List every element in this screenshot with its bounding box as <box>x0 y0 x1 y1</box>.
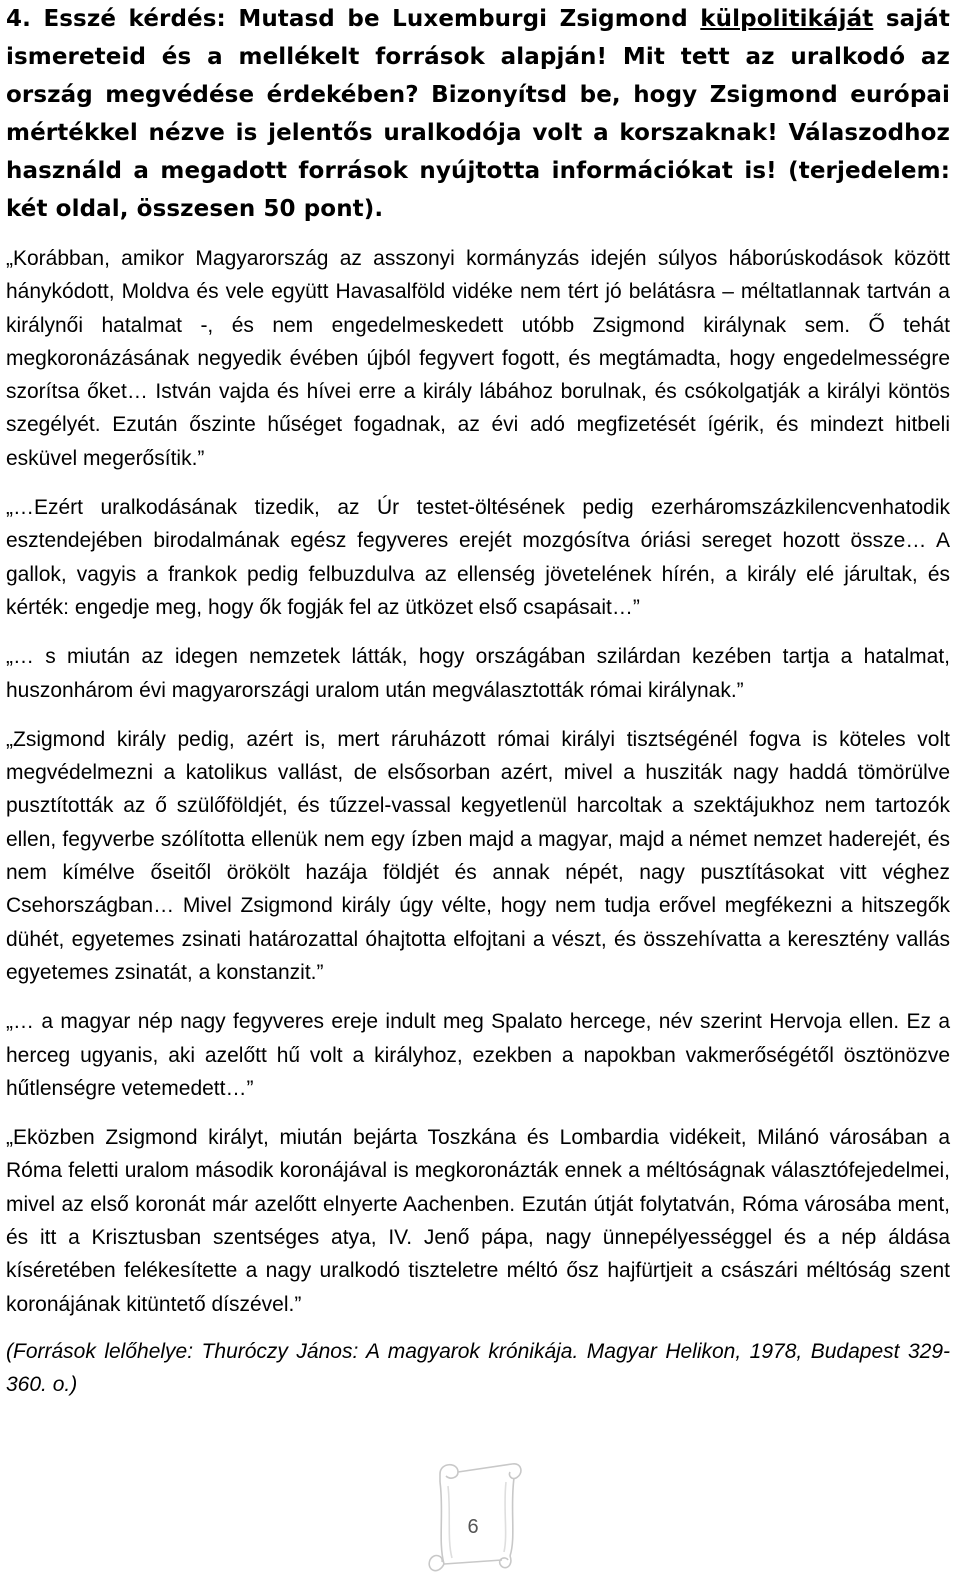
question-text-start: 4. Esszé kérdés: Mutasd be Luxemburgi Zsigmond <box>6 6 701 32</box>
essay-question <box>6 0 950 228</box>
source-quote-1: „Korábban, amikor Magyarország az asszonyi kormányzás idején súlyos háborúskodások között hánykódott, Moldva és vele együtt Havasalföld vidéke nem tért jó belátásra – méltatlannak tartván a királynői hatalmat -, és nem engedelmeskedett utóbb Zsigmond királynak sem. Ő tehát megkoronázásának negyedik évében újból fegyvert fogott, és megtámadta, hogy engedelmességre szorítsa őket… István vajda és hívei erre a király lábához borulnak, és csókolgatják a királyi köntös szegélyét. Ezután őszinte hűséget fogadnak, az évi adó megfizetését ígérik, és mindezt hitbeli esküvel megerősítik.” <box>6 247 950 470</box>
source-quote-3: „… s miután az idegen nemzetek látták, hogy országában szilárdan kezében tartja a hatalmat, huszonhárom évi magyarországi uralom után megválasztották római királynak.” <box>6 645 950 702</box>
source-quote-6: „Eközben Zsigmond királyt, miután bejárta Toszkána és Lombardia vidékeit, Milánó városában a Róma feletti uralom második koronájával is megkoronázták ennek a méltóságnak választófejedelmei, mivel az első koronát már azelőtt elnyerte Aachenben. Ezután útját folytatván, Róma városába ment, és itt a Krisztusban szentséges atya, IV. Jenő pápa, nagy ünnepélyességgel és a nép áldása kíséretében felékesítette a nagy uralkodó tiszteletre méltó ősz hajfürtjeit a császári méltóság szent koronájának kitüntető díszével.” <box>6 1126 950 1316</box>
page-number: 6 <box>467 1516 479 1538</box>
page-number-badge <box>418 1452 528 1580</box>
source-quote-5: „… a magyar nép nagy fegyveres ereje indult meg Spalato hercege, név szerint Hervoja ellen. Ez a herceg ugyanis, aki azelőtt hű volt a királyhoz, ezekben a napokban vakmerőségétől ösztönözve hűtlenségre vetemedett…” <box>6 1010 950 1100</box>
sources-credit: (Források lelőhelye: Thuróczy János: A magyarok krónikája. Magyar Helikon, 1978, Budapest 329-360. o.) <box>6 1339 950 1397</box>
source-quote-2: „…Ezért uralkodásának tizedik, az Úr testet-öltésének pedig ezerháromszázkilencvenhatodik esztendejében birodalmának egész fegyveres erejét mozgósítva óriási sereget hozott össze… A gallok, vagyis a frankok pedig felbuzdulva az ellenség jövetelének hírén, a király elé járultak, és kérték: engedje meg, hogy ők fogják fel az ütközet első csapásait…” <box>6 496 950 619</box>
question-underlined-word: külpolitikáját <box>700 6 874 32</box>
question-text-end: saját ismereteid és a mellékelt források alapján! Mit tett az uralkodó az ország megvédése érdekében? Bizonyítsd be, hogy Zsigmond európai mértékkel nézve is jelentős uralkodója volt a korszaknak! Válaszodhoz használd a megadott források nyújtotta információkat is! (terjedelem: két oldal, összesen 50 pont). <box>6 6 950 222</box>
source-quote-4: „Zsigmond király pedig, azért is, mert ráruházott római királyi tisztségénél fogva is köteles volt megvédelmezni a katolikus vallást, de elsősorban azért, mivel a husziták nagy haddá tömörülve pusztították az ő szülőföldjét, és tűzzel-vassal kegyetlenül harcoltak a szektájukhoz nem tartozók ellen, fegyverbe szólította ellenük nem egy ízben majd a magyar, majd a német nemzet haderejét, és nem kímélve őseitől örökölt hazája földjét és annak népét, nagy pusztításokat vitt véghez Csehországban… Mivel Zsigmond király úgy vélte, hogy nem tudja erővel megfékezni a hitszegők dühét, egyetemes zsinati határozattal óhajtotta elfojtani a vészt, és összehívatta a keresztény vallás egyetemes zsinatát, a konstanzit.” <box>6 727 950 984</box>
document-page <box>6 0 950 1402</box>
